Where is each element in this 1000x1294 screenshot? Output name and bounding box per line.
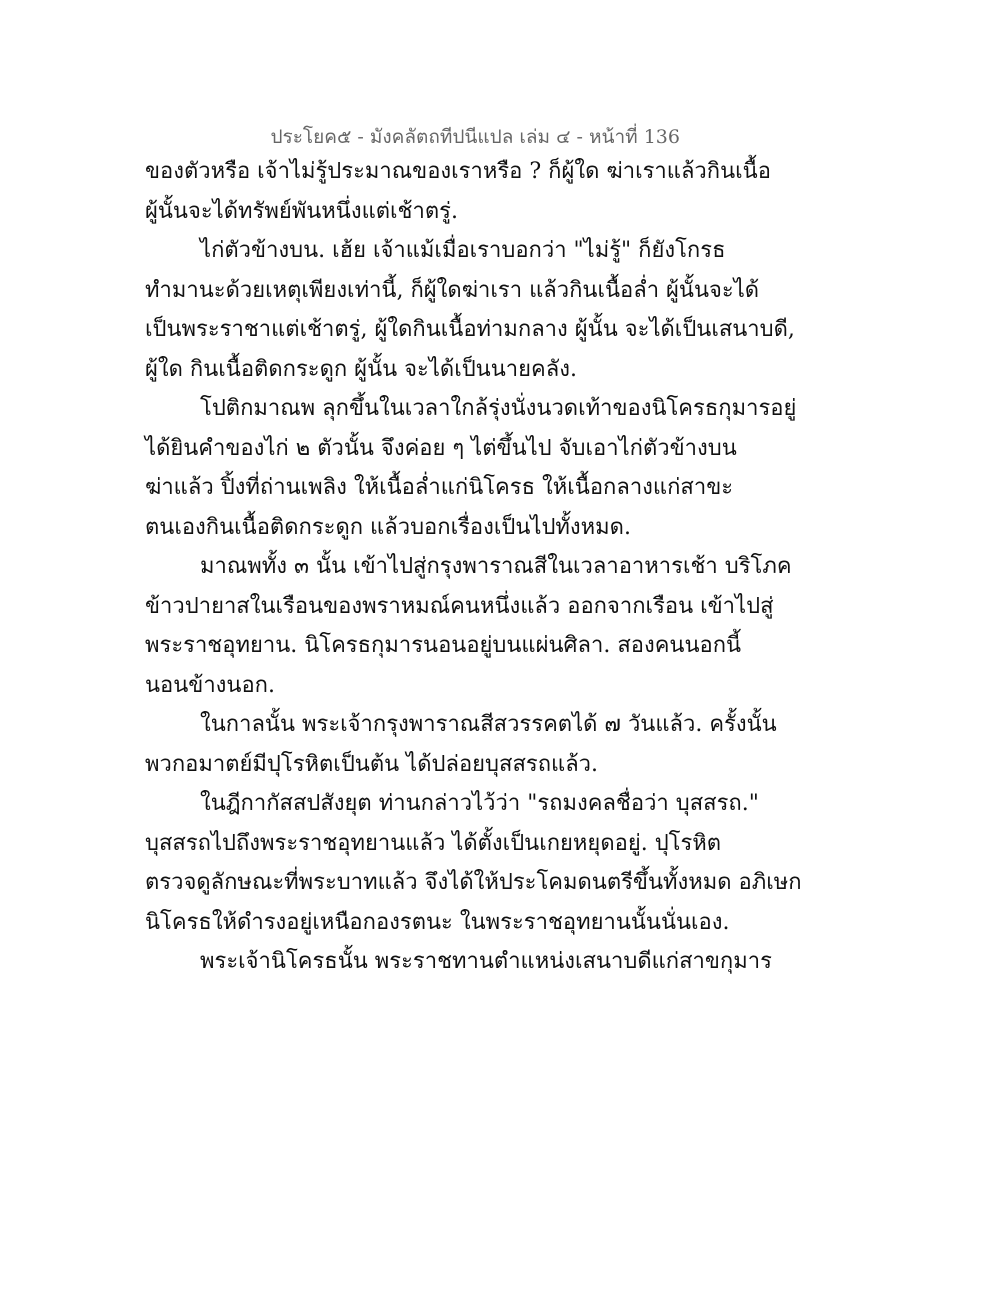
text-line: นอนข้างนอก.	[145, 672, 275, 698]
text-line: ผู้ใด กินเนื้อติดกระดูก ผู้นั้น จะได้เป็นนายคลัง.	[145, 356, 577, 382]
text-line: บุสสรถไปถึงพระราชอุทยานแล้ว ได้ตั้งเป็นเกยหยุดอยู่. ปุโรหิต	[145, 830, 722, 856]
text-line: ตรวจดูลักษณะที่พระบาทแล้ว จึงได้ให้ประโคมดนตรีขึ้นทั้งหมด อภิเษก	[145, 870, 802, 895]
text-line: ทำมานะด้วยเหตุเพียงเท่านี้, ก็ผู้ใดฆ่าเรา แล้วกินเนื้อล่ำ ผู้นั้นจะได้	[145, 277, 760, 303]
paragraph-start: มาณพทั้ง ๓ นั้น เข้าไปสู่กรุงพาราณสีในเวลาอาหารเช้า บริโภค	[200, 554, 792, 579]
text-line: เป็นพระราชาแต่เช้าตรู่, ผู้ใดกินเนื้อท่ามกลาง ผู้นั้น จะได้เป็นเสนาบดี,	[145, 317, 795, 342]
text-line: พวกอมาตย์มีปุโรหิตเป็นต้น ได้ปล่อยบุสสรถแล้ว.	[145, 751, 599, 777]
text-line: ของตัวหรือ เจ้าไม่รู้ประมาณของเราหรือ ? ก็ผู้ใด ฆ่าเราแล้วกินเนื้อ	[145, 159, 771, 184]
running-header: ประโยค๕ - มังคลัตถทีปนีแปล เล่ม ๔ - หน้าที่ 136	[270, 126, 680, 148]
paragraph-start: พระเจ้านิโครธนั้น พระราชทานตำแหน่งเสนาบดีแก่สาขกุมาร	[200, 949, 772, 974]
text-line: ตนเองกินเนื้อติดกระดูก แล้วบอกเรื่องเป็นไปทั้งหมด.	[145, 514, 631, 540]
text-line: นิโครธให้ดำรงอยู่เหนือกองรตนะ ในพระราชอุทยานนั้นนั่นเอง.	[145, 909, 730, 935]
text-line: พระราชอุทยาน. นิโครธกุมารนอนอยู่บนแผ่นศิลา. สองคนนอกนี้	[145, 633, 742, 658]
text-line: ผู้นั้นจะได้ทรัพย์พันหนึ่งแต่เช้าตรู่.	[145, 198, 458, 224]
paragraph-start: ไก่ตัวข้างบน. เฮ้ย เจ้าแม้เมื่อเราบอกว่า "ไม่รู้" ก็ยังโกรธ	[200, 238, 726, 263]
paragraph-start: ในฎีกากัสสปสังยุต ท่านกล่าวไว้ว่า "รถมงคลชื่อว่า บุสสรถ."	[200, 791, 759, 816]
text-line: ฆ่าแล้ว ปิ้งที่ถ่านเพลิง ให้เนื้อล่ำแก่นิโครธ ให้เนื้อกลางแก่สาขะ	[145, 475, 734, 500]
paragraph-start: โปติกมาณพ ลุกขึ้นในเวลาใกล้รุ่งนั่งนวดเท้าของนิโครธกุมารอยู่	[200, 396, 797, 421]
paragraph-start: ในกาลนั้น พระเจ้ากรุงพาราณสีสวรรคตได้ ๗ วันแล้ว. ครั้งนั้น	[200, 712, 777, 737]
text-line: ได้ยินคำของไก่ ๒ ตัวนั้น จึงค่อย ๆ ไต่ขึ้นไป จับเอาไก่ตัวข้างบน	[145, 435, 737, 461]
body-text	[145, 152, 802, 982]
text-line: ข้าวปายาสในเรือนของพราหมณ์คนหนึ่งแล้ว ออกจากเรือน เข้าไปสู่	[145, 593, 774, 619]
